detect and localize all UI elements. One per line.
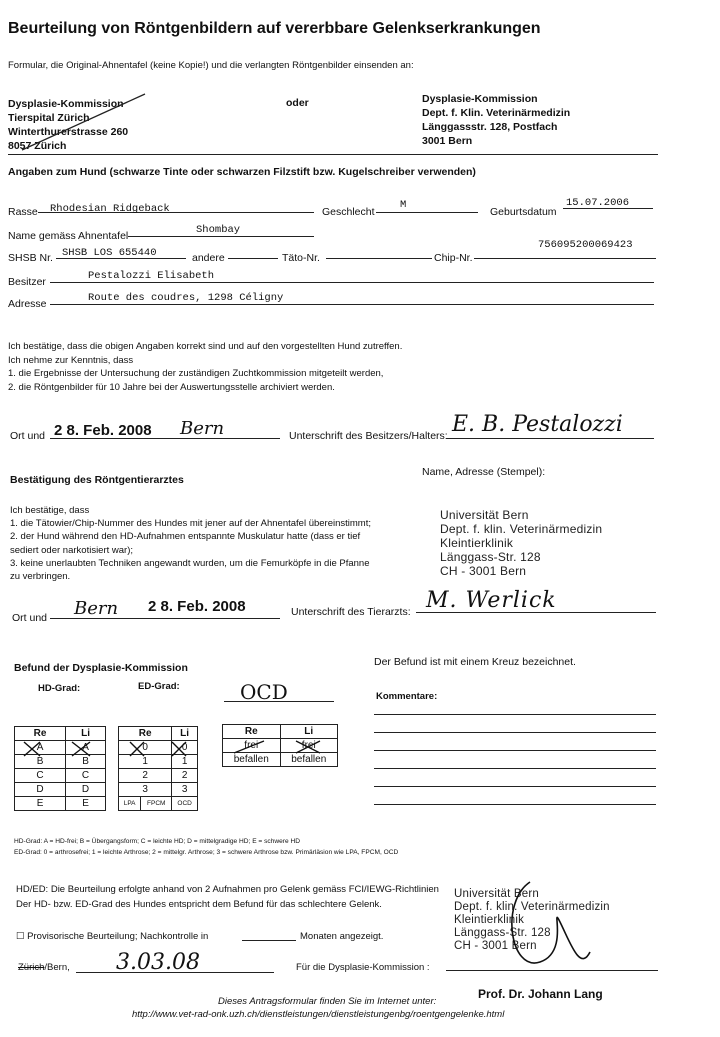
- shsb-value[interactable]: SHSB LOS 655440: [62, 247, 157, 259]
- andere-line: [228, 258, 278, 259]
- hd-li-a[interactable]: A: [66, 741, 106, 755]
- kommentar-line-6: [374, 804, 656, 805]
- address-bern: Dysplasie-Kommission Dept. f. Klin. Veterinärmedizin Länggassstr. 128, Postfach 3001 Bern: [422, 93, 571, 147]
- geschlecht-value[interactable]: M: [400, 199, 407, 211]
- kommentar-line-5: [374, 786, 656, 787]
- hd-li-e[interactable]: E: [66, 797, 106, 811]
- hd-legend: HD-Grad: A = HD-frei; B = Übergangsform; C = leichte HD; D = mittelgradige HD; E = schwere HD: [14, 838, 301, 845]
- provisional-suffix: Monaten angezeigt.: [300, 931, 384, 942]
- hd-re-e[interactable]: E: [15, 797, 66, 811]
- besitzer-label: Besitzer: [8, 276, 46, 288]
- ed-legend: ED-Grad: 0 = arthrosefrei; 1 = leichte Arthrose; 2 = mittelgr. Arthrose; 3 = schwere Arthrose bzw. Primärläsion wie LPA, FPCM, OCD: [14, 849, 399, 856]
- ed-li-2[interactable]: 2: [172, 769, 198, 783]
- send-instructions: Formular, die Original-Ahnentafel (keine Kopie!) und die verlangten Röntgenbilder einsenden an:: [8, 60, 414, 71]
- kommentare-label: Kommentare:: [376, 691, 438, 702]
- footer-note: Dieses Antragsformular finden Sie im Internet unter:: [218, 996, 437, 1007]
- taeto-line: [326, 258, 432, 259]
- hd-re-d[interactable]: D: [15, 783, 66, 797]
- frag-re-befallen[interactable]: befallen: [223, 753, 281, 767]
- hd-grade-table: Re Li A A B B C C D D E E: [14, 726, 106, 811]
- frag-li-frei[interactable]: frei: [280, 739, 338, 753]
- ed-li-0[interactable]: 0: [172, 741, 198, 755]
- footer-url[interactable]: http://www.vet-rad-onk.uzh.ch/dienstleistungen/dienstleistungenbg/roentgengelenke.html: [132, 1009, 505, 1020]
- assessment-note: HD/ED: Die Beurteilung erfolgte anhand von 2 Aufnahmen pro Gelenk gemäss FCI/IEWG-Richtlinien Der HD- bzw. ED-Grad des Hundes entspricht dem Befund für das schlechtere Gelenk.: [16, 884, 439, 910]
- ed-re-2[interactable]: 2: [119, 769, 172, 783]
- shsb-label: SHSB Nr.: [8, 252, 53, 264]
- kommentar-line-3: [374, 750, 656, 751]
- frag-li-befallen[interactable]: befallen: [280, 753, 338, 767]
- commission-label: Für die Dysplasie-Kommission :: [296, 962, 430, 973]
- months-line: [242, 940, 296, 941]
- ed-li-3[interactable]: 3: [172, 783, 198, 797]
- name-stamp-label: Name, Adresse (Stempel):: [422, 466, 546, 478]
- geburtsdatum-label: Geburtsdatum: [490, 206, 557, 218]
- taeto-label: Täto-Nr.: [282, 252, 320, 264]
- vet-signature: M. Werlick: [426, 588, 557, 613]
- hd-li-b[interactable]: B: [66, 755, 106, 769]
- fragment-table: Re Li frei frei befallen befallen: [222, 724, 338, 767]
- chip-label: Chip-Nr.: [434, 252, 473, 264]
- ed-grade-table: Re Li 0 0 1 1 2 2 3 3 LPA FPCM OCD: [118, 726, 198, 811]
- owner-signature-line: [446, 438, 654, 439]
- vet-place-handwritten: Bern: [74, 598, 119, 619]
- name-value[interactable]: Shombay: [196, 224, 241, 236]
- owner-signature-label: Unterschrift des Besitzers/Halters:: [289, 430, 448, 442]
- owner-ort-label: Ort und: [10, 430, 46, 442]
- chip-value[interactable]: 756095200069423: [538, 239, 633, 251]
- divider: [8, 154, 658, 155]
- dog-section-title: Angaben zum Hund (schwarze Tinte oder schwarzen Filzstift bzw. Kugelschreiber verwenden): [8, 166, 476, 178]
- professor-name: Prof. Dr. Johann Lang: [478, 987, 603, 1001]
- geschlecht-line: [376, 212, 478, 213]
- ed-re-0[interactable]: 0: [119, 741, 172, 755]
- owner-confirmation-text: Ich bestätige, dass die obigen Angaben korrekt sind und auf den vorgestellten Hund zutreffen. Ich nehme zur Kenntnis, dass 1. die Ergebnisse der Untersuchung der zuständigen Zuchtkommission mitgeteilt werden, 2. die Röntgenbilder für 10 Jahre bei der Auswertungsstelle archiviert werden.: [8, 341, 403, 393]
- ed-grad-label: ED-Grad:: [138, 681, 180, 692]
- rasse-value[interactable]: Rhodesian Ridgeback: [50, 203, 170, 215]
- commission-signature: [490, 872, 600, 992]
- adresse-line: [50, 304, 654, 305]
- hd-re-b[interactable]: B: [15, 755, 66, 769]
- ed-crosses: [124, 740, 194, 758]
- adresse-label: Adresse: [8, 298, 47, 310]
- commission-stamp: Universität Bern Dept. f. klin. Veterinärmedizin Kleintierklinik Länggass-Str. 128 CH - 3001 Bern: [454, 888, 610, 952]
- adresse-value[interactable]: Route des coudres, 1298 Céligny: [88, 292, 284, 304]
- vet-confirmation-text: Ich bestätige, dass 1. die Tätowier/Chip-Nummer des Hundes mit jener auf der Ahnentafel übereinstimmt; 2. der Hund während den HD-Aufnahmen entspannte Muskulatur hatte (dass er tief sediert oder narkotisiert war); 3. keine unerlaubten Techniken angewandt wurden, um die Femurköpfe in die Pfanne zu verbringen.: [10, 505, 371, 583]
- besitzer-line: [50, 282, 654, 283]
- hd-re-a[interactable]: A: [15, 741, 66, 755]
- vet-signature-label: Unterschrift des Tierarzts:: [291, 606, 411, 618]
- owner-signature: E. B. Pestalozzi: [452, 412, 623, 437]
- befund-note: Der Befund ist mit einem Kreuz bezeichnet.: [374, 656, 576, 668]
- hd-re-c[interactable]: C: [15, 769, 66, 783]
- owner-date-stamp: 2 8. Feb. 2008: [54, 422, 152, 439]
- andere-label: andere: [192, 252, 225, 264]
- chip-line: [474, 258, 656, 259]
- final-date-handwritten: 3.03.08: [116, 950, 200, 975]
- ed-grad-value: OCD: [240, 680, 288, 704]
- address-zurich: Dysplasie-Kommission Tierspital Zürich Winterthurerstrasse 260 8057 Zürich: [8, 98, 129, 152]
- name-label: Name gemäss Ahnentafel: [8, 230, 129, 242]
- geschlecht-label: Geschlecht: [322, 206, 375, 218]
- provisional-checkbox[interactable]: ☐: [16, 931, 25, 942]
- geburtsdatum-value[interactable]: 15.07.2006: [566, 197, 630, 209]
- final-place: Zürich/Bern,: [18, 962, 70, 973]
- vet-date-stamp: 2 8. Feb. 2008: [148, 598, 246, 615]
- besitzer-value[interactable]: Pestalozzi Elisabeth: [88, 270, 215, 282]
- ed-re-1[interactable]: 1: [119, 755, 172, 769]
- rasse-label: Rasse: [8, 206, 38, 218]
- frag-re-frei[interactable]: frei: [223, 739, 281, 753]
- hd-crosses: [18, 740, 104, 758]
- vet-section-title: Bestätigung des Röntgentierarztes: [10, 474, 184, 486]
- oder-label: oder: [286, 97, 309, 109]
- fragment-crosses: [226, 739, 336, 755]
- strike-address-zurich: [20, 92, 150, 152]
- hd-grad-label: HD-Grad:: [38, 683, 81, 694]
- kommentar-line-2: [374, 732, 656, 733]
- vet-stamp: Universität Bern Dept. f. klin. Veterinärmedizin Kleintierklinik Länggass-Str. 128 CH - 3001 Bern: [440, 508, 603, 578]
- kommentar-line-1: [374, 714, 656, 715]
- provisional-row: ☐ Provisorische Beurteilung; Nachkontrolle in: [16, 931, 209, 942]
- befund-title: Befund der Dysplasie-Kommission: [14, 662, 188, 674]
- owner-place-handwritten: Bern: [180, 418, 225, 439]
- vet-ort-label: Ort und: [12, 612, 48, 624]
- page-title: Beurteilung von Röntgenbildern auf vererbbare Gelenkserkrankungen: [8, 20, 541, 37]
- hd-li-c[interactable]: C: [66, 769, 106, 783]
- ed-li-1[interactable]: 1: [172, 755, 198, 769]
- kommentar-line-4: [374, 768, 656, 769]
- ed-re-3[interactable]: 3: [119, 783, 172, 797]
- name-line: [128, 236, 314, 237]
- hd-li-d[interactable]: D: [66, 783, 106, 797]
